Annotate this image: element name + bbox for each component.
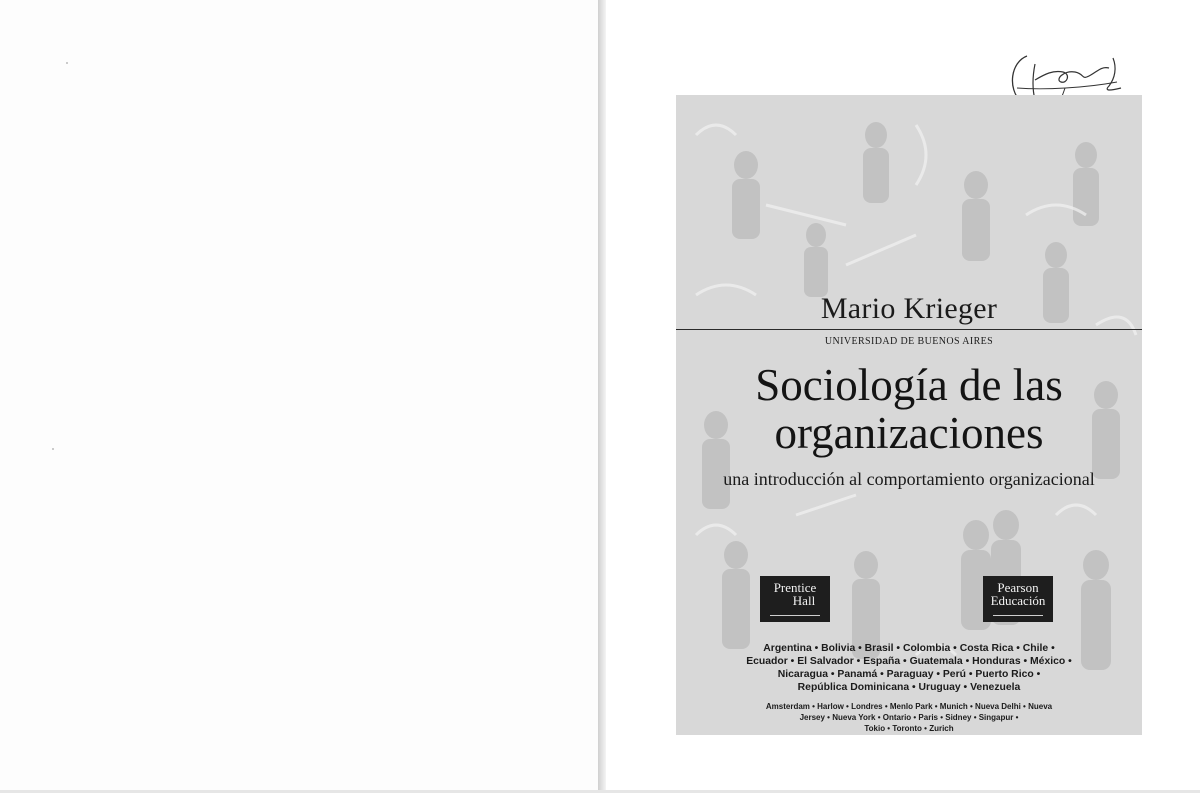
book-gutter [598,0,606,793]
book-title-line1: Sociología de las [755,360,1063,410]
book-title [676,361,1142,457]
countries-line: República Dominicana • Uruguay • Venezuela [797,682,1021,693]
pearson-logo-line2: Educación [990,593,1046,608]
countries-list [676,642,1142,694]
prentice-hall-logo [760,576,830,622]
speck [52,448,54,450]
countries-line: Argentina • Bolivia • Brasil • Colombia • Costa Rica • Chile • [763,643,1055,654]
prentice-hall-logo-line2: Hall [792,593,816,608]
author-affiliation: UNIVERSIDAD DE BUENOS AIRES [824,336,994,347]
countries-line: Ecuador • El Salvador • España • Guatemala • Honduras • México • [746,656,1072,667]
logo-underline [993,615,1043,616]
book-subtitle: una introducción al comportamiento organizacional [723,469,1095,489]
logo-underline [770,615,820,616]
prentice-hall-logo-line1: Prentice [773,580,817,595]
cities-line: Amsterdam • Harlow • Londres • Menlo Park • Munich • Nueva Delhi • Nueva [765,702,1053,711]
cities-list [676,701,1142,734]
pearson-logo-line1: Pearson [997,580,1039,595]
author-name: Mario Krieger [820,292,998,325]
pearson-educacion-logo [983,576,1053,622]
cities-line: Jersey • Nueva York • Ontario • Paris • Sidney • Singapur • [799,713,1019,722]
cities-line: Tokio • Toronto • Zurich [864,724,954,733]
book-cover [676,95,1142,735]
countries-line: Nicaragua • Panamá • Paraguay • Perú • Puerto Rico • [777,669,1041,680]
left-page-blank [0,0,599,793]
book-title-line2: organizaciones [774,408,1044,458]
speck [66,62,68,64]
author-rule [676,329,1142,330]
